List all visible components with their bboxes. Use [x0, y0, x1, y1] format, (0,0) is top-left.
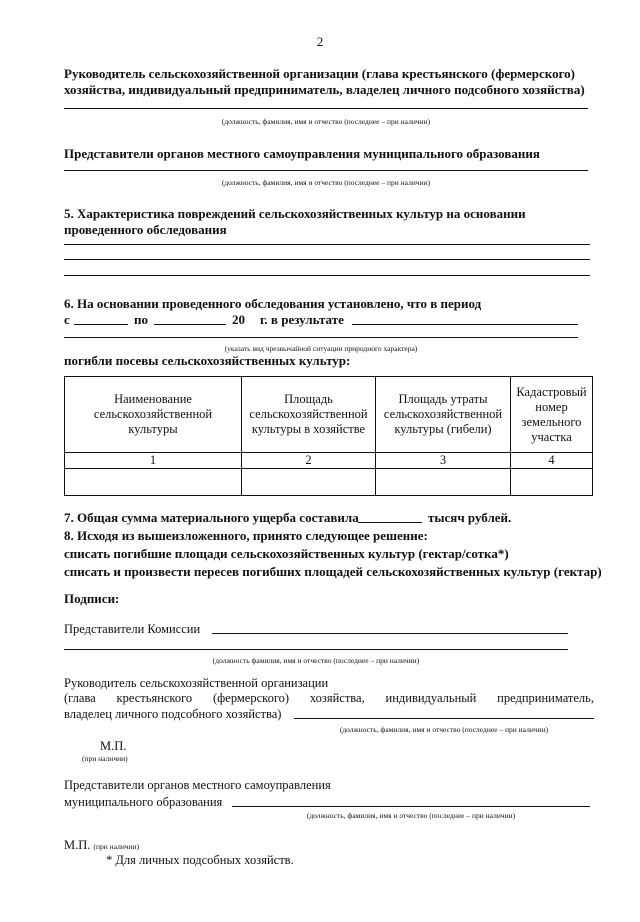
section6-year: 20	[232, 312, 245, 327]
commission-signature-line	[212, 633, 568, 634]
section5-line-3	[64, 275, 590, 276]
decision-1: списать погибшие площади сельскохозяйственных культур (гектар/сотка*)	[64, 546, 509, 561]
head-signature-line	[64, 108, 588, 109]
signatures-title: Подписи:	[64, 591, 120, 606]
date-to-blank	[154, 324, 226, 325]
local-reps-line	[64, 170, 588, 171]
reps-sign-line1: Представители органов местного самоуправления	[64, 778, 331, 792]
stamp2-note: (при наличии)	[93, 842, 140, 851]
commission-label: Представители Комиссии	[64, 622, 201, 636]
section5-line-1	[64, 244, 590, 245]
section6-title: 6. На основании проведенного обследования установлено, что в период	[64, 296, 482, 311]
damage-sum-blank	[358, 522, 422, 523]
section6-caption: (указать вид чрезвычайной ситуации природного характера)	[224, 344, 418, 353]
emergency-type-blank	[352, 324, 578, 325]
section6-year-suffix: г. в результате	[260, 312, 344, 327]
stamp-note: (при наличии)	[82, 754, 128, 763]
head-title-line1: Руководитель сельскохозяйственной организации (глава крестьянского (фермерского)	[64, 66, 575, 81]
reps-sign-caption: (должность, фамилия, имя и отчество (последнее – при наличии)	[306, 811, 516, 820]
local-reps-title: Представители органов местного самоуправления муниципального образования	[64, 146, 540, 161]
head-sign-line1: Руководитель сельскохозяйственной организации	[64, 676, 329, 690]
head-title-line2: хозяйства, индивидуальный предприниматель, владелец личного подсобного хозяйства)	[64, 82, 585, 97]
stamp-label: М.П.	[100, 739, 127, 753]
col-number: 1	[65, 453, 242, 469]
head-sign-caption: (должность, фамилия, имя и отчество (последнее – при наличии)	[339, 725, 549, 734]
section5-title-line1: 5. Характеристика повреждений сельскохозяйственных культур на основании	[64, 206, 526, 221]
section7-suffix: тысяч рублей.	[428, 510, 512, 525]
page-number: 2	[316, 34, 324, 49]
head-sign-line3: владелец личного подсобного хозяйства)	[64, 707, 282, 721]
footnote: * Для личных подсобных хозяйств.	[106, 853, 294, 867]
table-cell[interactable]	[376, 469, 511, 496]
header-cadastral-number: Кадастровый номер земельного участка	[511, 377, 593, 453]
reps-sign-line2: муниципального образования	[64, 795, 223, 809]
section5-title-line2: проведенного обследования	[64, 222, 227, 237]
section6-line3: погибли посевы сельскохозяйственных культур:	[64, 353, 351, 368]
header-loss-area: Площадь утраты сельскохозяйственной культуры (гибели)	[376, 377, 511, 453]
emergency-type-line2	[64, 337, 578, 338]
col-number: 4	[511, 453, 593, 469]
table-cell[interactable]	[65, 469, 242, 496]
head-sign-line2: (глава крестьянского (фермерского) хозяйства, индивидуальный предприниматель,	[64, 691, 594, 705]
section8-text: 8. Исходя из вышеизложенного, принято следующее решение:	[64, 528, 428, 543]
commission-caption: (должность фамилия, имя и отчество (последнее – при наличии)	[212, 656, 420, 665]
table-number-row	[65, 453, 593, 469]
head-caption: (должность, фамилия, имя и отчество (последнее – при наличии)	[221, 117, 431, 126]
head-signature-blank	[294, 718, 594, 719]
commission-signature-line2	[64, 649, 568, 650]
reps-signature-blank	[232, 806, 590, 807]
local-reps-caption: (должность, фамилия, имя и отчество (последнее – при наличии)	[221, 178, 431, 187]
section6-to: по	[134, 312, 148, 327]
table-row	[65, 469, 593, 496]
decision-2: списать и произвести пересев погибших площадей сельскохозяйственных культур (гектар)	[64, 564, 602, 579]
header-crop-name: Наименование сельскохозяйственной культуры	[65, 377, 242, 453]
stamp2-line	[64, 837, 139, 853]
header-crop-area: Площадь сельскохозяйственной культуры в хозяйстве	[242, 377, 376, 453]
section6-from: с	[64, 312, 70, 327]
section7-text: 7. Общая сумма материального ущерба составила	[64, 510, 359, 525]
table-cell[interactable]	[242, 469, 376, 496]
date-from-blank	[74, 324, 128, 325]
section5-line-2	[64, 259, 590, 260]
table-header-row	[65, 377, 593, 453]
col-number: 2	[242, 453, 376, 469]
crops-table	[64, 376, 593, 496]
col-number: 3	[376, 453, 511, 469]
stamp2-label: М.П.	[64, 838, 91, 852]
table-cell[interactable]	[511, 469, 593, 496]
